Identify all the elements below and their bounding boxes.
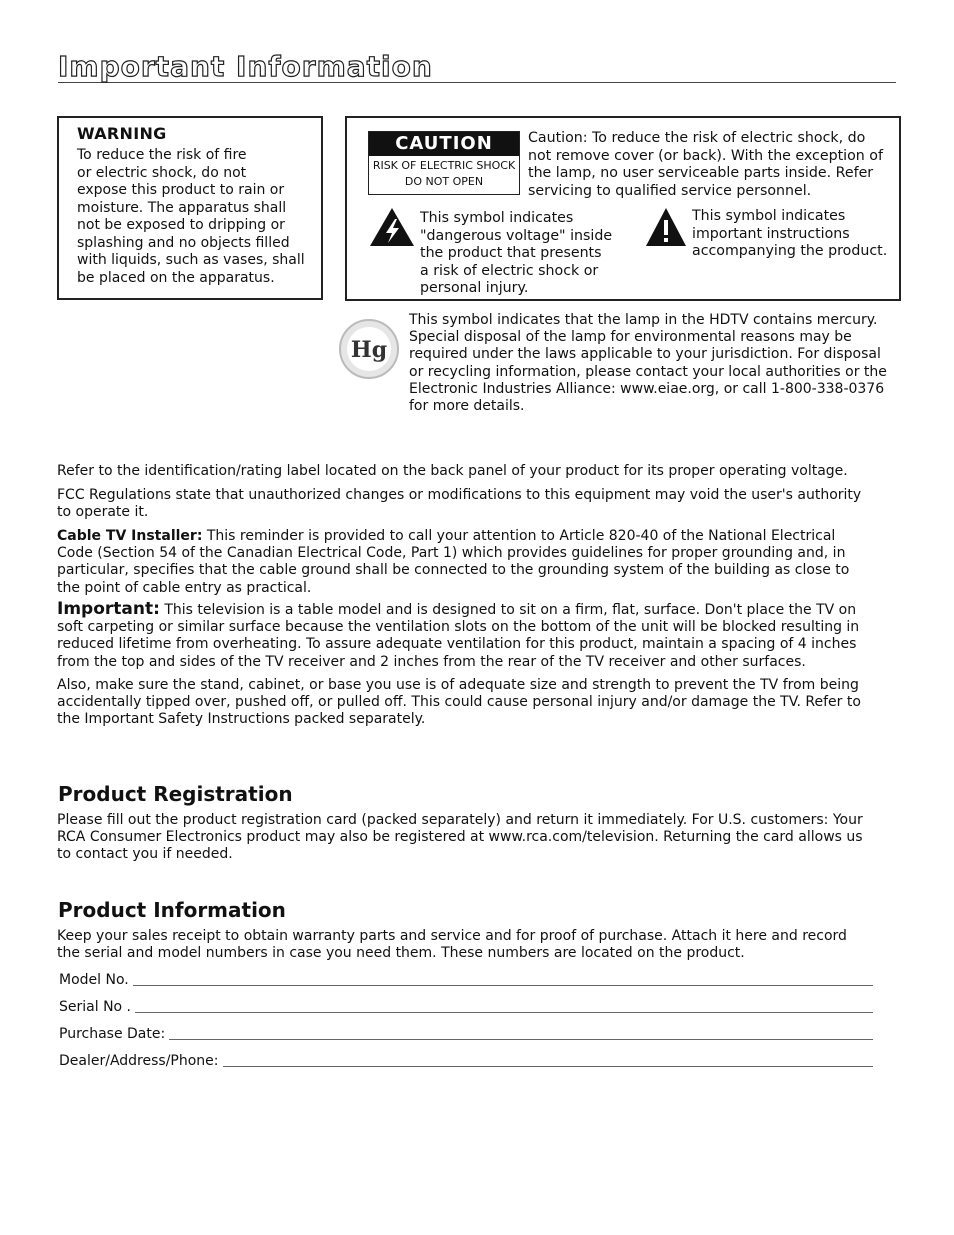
warning-title: WARNING xyxy=(77,124,167,143)
stand-line: accidentally tipped over, pushed off, or pulled off. This could cause personal injury and/or damage the TV. Refer to xyxy=(57,694,861,711)
cable-line: This reminder is provided to call your attention to Article 820-40 of the National Electrical xyxy=(202,528,836,544)
mercury-hg-label: Hg xyxy=(350,337,388,363)
warning-line: be placed on the apparatus. xyxy=(77,269,275,286)
warning-line: expose this product to rain or xyxy=(77,182,285,198)
caution-label xyxy=(368,131,520,195)
important-line: reduced lifetime from overheating. To assure adequate ventilation for this product, maintain a spacing of 4 inches xyxy=(57,636,857,653)
mercury-line: or recycling information, please contact your local authorities or the xyxy=(409,363,887,380)
registration-line: Please fill out the product registration card (packed separately) and return it immediately. For U.S. customers: Your xyxy=(57,812,863,828)
registration-title: Product Registration xyxy=(58,782,293,806)
caution-line: servicing to qualified service personnel. xyxy=(528,182,812,199)
instructions-symbol-text xyxy=(692,208,897,261)
caution-label-title: CAUTION xyxy=(369,132,519,156)
warning-line: To reduce the risk of fire xyxy=(77,147,247,163)
information-line: Keep your sales receipt to obtain warranty parts and service and for proof of purchase. Attach it here and record xyxy=(57,928,847,944)
voltage-note: Refer to the identification/rating label located on the back panel of your product for its proper operating voltage. xyxy=(57,463,848,479)
purchase-date-line[interactable] xyxy=(169,1025,873,1040)
serial-number-field[interactable] xyxy=(59,995,873,1015)
voltage-symbol-line: personal injury. xyxy=(420,280,529,296)
voltage-paragraph xyxy=(57,463,897,480)
caution-text xyxy=(528,130,894,200)
information-title: Product Information xyxy=(58,898,286,922)
warning-line: not be exposed to dripping or xyxy=(77,217,285,233)
warning-line: moisture. The apparatus shall xyxy=(77,199,287,216)
voltage-symbol-text xyxy=(420,210,635,298)
voltage-symbol-line: This symbol indicates xyxy=(420,210,574,226)
instructions-symbol-line: accompanying the product. xyxy=(692,243,888,259)
purchase-date-label: Purchase Date: xyxy=(59,1026,166,1042)
fcc-line: FCC Regulations state that unauthorized changes or modifications to this equipment may void the user's authority xyxy=(57,487,862,503)
warning-line: or electric shock, do not xyxy=(77,164,247,181)
voltage-symbol-line: a risk of electric shock or xyxy=(420,262,599,279)
caution-box xyxy=(345,116,901,301)
information-paragraph xyxy=(57,928,897,962)
mercury-line: for more details. xyxy=(409,398,525,415)
stand-line: Also, make sure the stand, cabinet, or base you use is of adequate size and strength to prevent the TV from being xyxy=(57,677,859,693)
cable-line: the point of cable entry as practical. xyxy=(57,579,312,596)
serial-number-label: Serial No . xyxy=(59,999,132,1015)
warning-box xyxy=(57,116,323,300)
dealer-line[interactable] xyxy=(223,1052,873,1067)
caution-label-line1: RISK OF ELECTRIC SHOCK xyxy=(372,159,516,172)
instructions-symbol-line: important instructions xyxy=(692,225,850,242)
mercury-line: Special disposal of the lamp for environmental reasons may be xyxy=(409,329,852,346)
cable-line: Code (Section 54 of the Canadian Electrical Code, Part 1) which provides guidelines for proper grounding and, in xyxy=(57,545,846,562)
mercury-hg-icon xyxy=(338,318,400,380)
fcc-paragraph xyxy=(57,487,897,521)
mercury-line: Electronic Industries Alliance: www.eiae.org, or call 1-800-338-0376 xyxy=(409,380,885,397)
information-line: the serial and model numbers in case you need them. These numbers are located on the product. xyxy=(57,945,745,962)
page-title: Important Information xyxy=(58,50,433,83)
registration-line: to contact you if needed. xyxy=(57,846,233,863)
mercury-line: required under the laws applicable to your jurisdiction. For disposal xyxy=(409,346,881,363)
important-lead: Important: xyxy=(57,599,160,619)
warning-line: splashing and no objects filled xyxy=(77,234,290,251)
important-line: soft carpeting or similar surface because the ventilation slots on the bottom of the unit will be blocked resulting in xyxy=(57,619,860,636)
important-line: This television is a table model and is designed to sit on a firm, flat, surface. Don't place the TV on xyxy=(159,602,857,618)
stand-line: the Important Safety Instructions packed separately. xyxy=(57,711,426,728)
important-line: from the top and sides of the TV receiver and 2 inches from the rear of the TV receiver and other surfaces. xyxy=(57,653,806,670)
cable-paragraph xyxy=(57,528,897,597)
important-paragraph xyxy=(57,601,897,671)
registration-line: RCA Consumer Electronics product may also be registered at www.rca.com/television. Returning the card allows us xyxy=(57,829,863,846)
dealer-label: Dealer/Address/Phone: xyxy=(59,1053,219,1069)
exclamation-triangle-icon xyxy=(645,207,687,247)
mercury-text xyxy=(409,312,909,415)
model-number-line[interactable] xyxy=(133,971,873,986)
caution-line: the lamp, no user serviceable parts inside. Refer xyxy=(528,165,874,181)
page-title-bar xyxy=(58,52,896,83)
model-number-field[interactable] xyxy=(59,968,873,988)
warning-text xyxy=(77,147,311,287)
caution-label-line2: DO NOT OPEN xyxy=(404,175,484,188)
cable-lead: Cable TV Installer: xyxy=(57,528,203,544)
dealer-field[interactable] xyxy=(59,1049,873,1069)
model-number-label: Model No. xyxy=(59,972,129,988)
warning-line: with liquids, such as vases, shall xyxy=(77,252,305,268)
voltage-symbol-line: "dangerous voltage" inside xyxy=(420,227,613,244)
fcc-line: to operate it. xyxy=(57,504,149,521)
lightning-triangle-icon xyxy=(369,207,415,247)
mercury-line: This symbol indicates that the lamp in the HDTV contains mercury. xyxy=(409,312,878,328)
serial-number-line[interactable] xyxy=(135,998,873,1013)
purchase-date-field[interactable] xyxy=(59,1022,873,1042)
caution-line: Caution: To reduce the risk of electric shock, do xyxy=(528,130,866,146)
cable-line: particular, specifies that the cable ground shall be connected to the grounding system of the building as close to xyxy=(57,562,850,579)
instructions-symbol-line: This symbol indicates xyxy=(692,208,846,224)
caution-line: not remove cover (or back). With the exception of xyxy=(528,147,883,164)
registration-paragraph xyxy=(57,812,897,864)
voltage-symbol-line: the product that presents xyxy=(420,245,602,261)
stand-paragraph xyxy=(57,677,897,729)
